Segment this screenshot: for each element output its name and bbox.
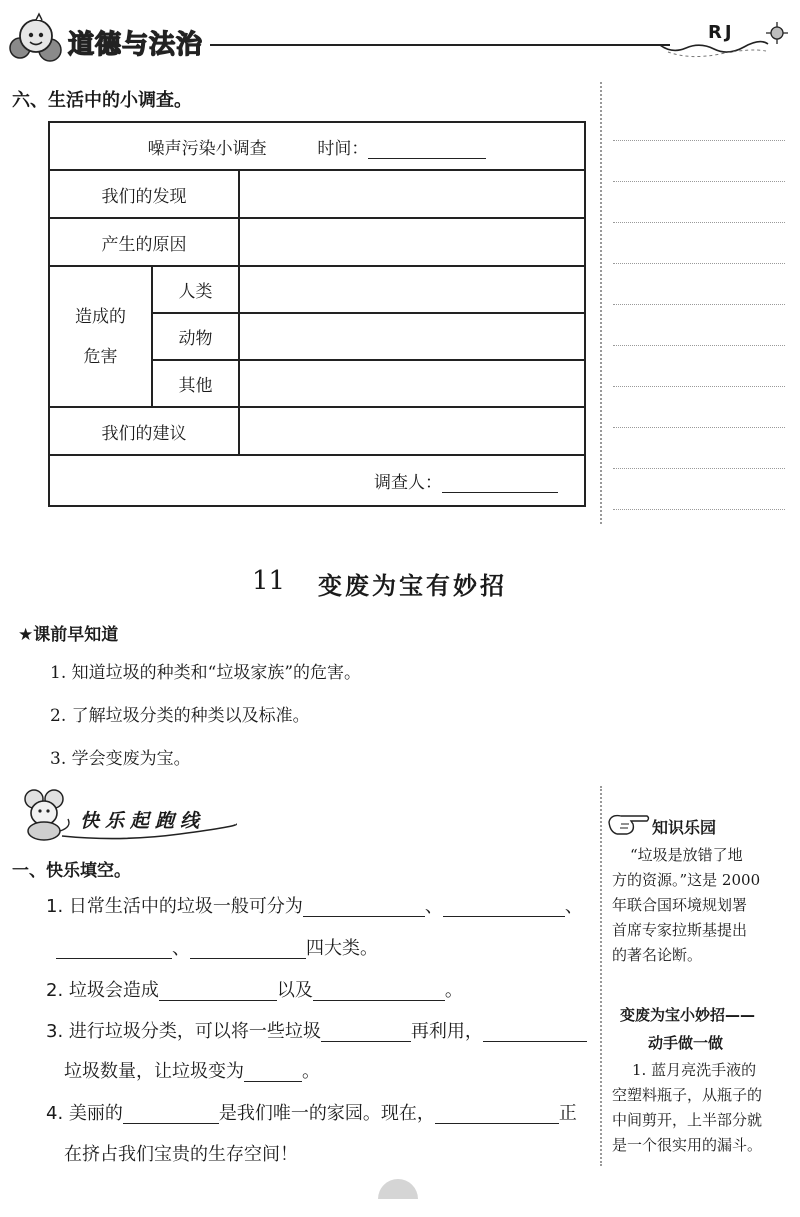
survey-title: 噪声污染小调查: [147, 138, 267, 159]
writing-line[interactable]: [613, 468, 785, 469]
findings-label: 我们的发现: [49, 170, 239, 218]
answer-blank[interactable]: [313, 982, 445, 1001]
goal-item: 2. 了解垃圾分类的种类以及标准。: [50, 706, 310, 726]
answer-blank[interactable]: [56, 940, 172, 959]
pointing-hand-icon: [607, 810, 651, 838]
header-rule: [210, 44, 670, 46]
question-2: 2. 垃圾会造成 以及 。: [46, 980, 463, 1001]
answer-blank[interactable]: [159, 982, 277, 1001]
survey-title-row: [49, 122, 585, 170]
causes-answer-cell[interactable]: [239, 218, 585, 266]
knowledge-line: 年联合国环境规划署: [612, 896, 748, 914]
surveyor-label: 调查人：: [374, 473, 442, 493]
knowledge-line: 方的资源。”这是 2000: [612, 871, 761, 889]
harm-humans-cell[interactable]: [239, 266, 585, 313]
writing-line[interactable]: [613, 181, 785, 182]
mascot-logo-icon: [6, 10, 66, 70]
answer-blank[interactable]: [483, 1023, 587, 1042]
harm-humans-label: 人类: [152, 266, 239, 313]
surveyor-row: [49, 455, 585, 506]
edition-label: RJ: [708, 22, 735, 43]
writing-line[interactable]: [613, 304, 785, 305]
time-label: 时间：: [317, 138, 369, 159]
question-1-cont: 、 四大类。: [56, 939, 378, 959]
lesson-title: 变废为宝有妙招: [318, 572, 507, 600]
tips-subtitle: 动手做一做: [648, 1034, 724, 1052]
findings-answer-cell[interactable]: [239, 170, 585, 218]
writing-line[interactable]: [613, 386, 785, 387]
goal-item: 3. 学会变废为宝。: [50, 749, 191, 769]
harm-animals-cell[interactable]: [239, 313, 585, 360]
question-4: 4. 美丽的 是我们唯一的家园。现在， 正: [46, 1103, 577, 1124]
answer-blank[interactable]: [190, 940, 306, 959]
answer-blank[interactable]: [321, 1023, 411, 1042]
goal-item: 1. 知道垃圾的种类和“垃圾家族”的危害。: [50, 663, 362, 683]
knowledge-line: “垃圾是放错了地: [630, 846, 743, 864]
time-input[interactable]: [368, 158, 486, 159]
lesson-number: 11: [252, 566, 286, 596]
harm-label: 造成的 危害: [49, 266, 152, 407]
knowledge-line: 的著名论断。: [612, 946, 703, 964]
answer-blank[interactable]: [435, 1105, 559, 1124]
survey-table: [48, 121, 586, 507]
tips-title: 变废为宝小妙招——: [620, 1006, 756, 1024]
answer-blank[interactable]: [123, 1105, 219, 1124]
page-tab: [378, 1179, 418, 1199]
writing-line[interactable]: [613, 222, 785, 223]
harm-others-cell[interactable]: [239, 360, 585, 407]
fill-heading: 一、快乐填空。: [12, 861, 131, 881]
section-heading: 六、生活中的小调查。: [12, 90, 192, 111]
sparkle-icon: [764, 20, 790, 46]
writing-line[interactable]: [613, 509, 785, 510]
question-1: 1. 日常生活中的垃圾一般可分为 、 、: [46, 896, 583, 917]
question-4-cont: 在挤占我们宝贵的生存空间！: [64, 1144, 298, 1165]
writing-line[interactable]: [613, 140, 785, 141]
answer-blank[interactable]: [443, 898, 565, 917]
writing-line[interactable]: [613, 427, 785, 428]
runline-swoosh: [60, 820, 240, 842]
question-3-cont: 垃圾数量，让垃圾变为 。: [64, 1061, 320, 1082]
tips-line: 中间剪开，上半部分就: [612, 1111, 763, 1129]
surveyor-input[interactable]: [442, 492, 558, 493]
writing-line[interactable]: [613, 345, 785, 346]
causes-label: 产生的原因: [49, 218, 239, 266]
answer-blank[interactable]: [244, 1063, 302, 1082]
knowledge-line: 首席专家拉斯基提出: [612, 921, 748, 939]
question-3: 3. 进行垃圾分类，可以将一些垃圾 再利用，: [46, 1022, 587, 1042]
harm-animals-label: 动物: [152, 313, 239, 360]
side-divider: [600, 786, 602, 1166]
suggestions-answer-cell[interactable]: [239, 407, 585, 455]
knowledge-title: 知识乐园: [652, 818, 717, 837]
side-divider: [600, 82, 602, 524]
preview-heading: ★课前早知道: [18, 625, 119, 645]
suggestions-label: 我们的建议: [49, 407, 239, 455]
runline-banner: 快乐起跑线: [80, 810, 206, 832]
tips-line: 是一个很实用的漏斗。: [612, 1136, 763, 1154]
brand-title: 道德与法治: [68, 30, 204, 60]
answer-blank[interactable]: [303, 898, 425, 917]
writing-line[interactable]: [613, 263, 785, 264]
harm-others-label: 其他: [152, 360, 239, 407]
tips-line: 1. 蓝月亮洗手液的: [632, 1061, 757, 1079]
tips-line: 空塑料瓶子，从瓶子的: [612, 1086, 763, 1104]
